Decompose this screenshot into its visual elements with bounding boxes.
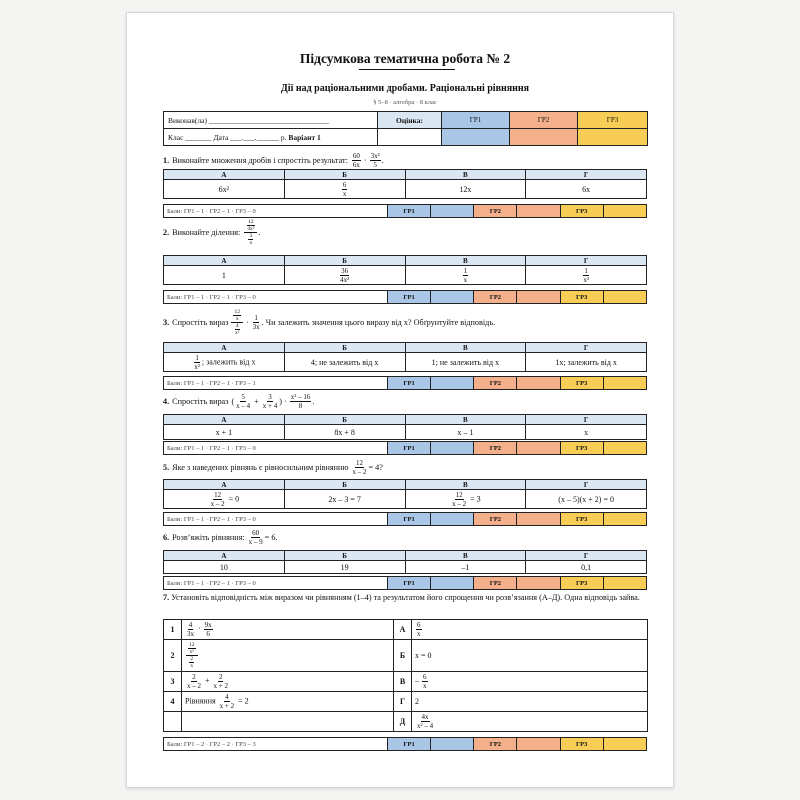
q6-gr1-field[interactable] [431,577,474,590]
q4-fraction-2 [262,393,278,410]
q4-gr3-label: ГР3 [560,442,603,455]
q5-points: Бали: ГР1 – 1 · ГР2 – 1 · ГР3 – 0 [164,513,388,526]
question-5-answers [163,479,647,509]
q2-option-g[interactable] [526,266,647,285]
question-2-answers [163,255,647,285]
q7-gr1-label: ГР1 [388,738,431,751]
q3-gr2-label: ГР2 [474,377,517,390]
q3-a-tail: ; залежить від x [201,356,256,366]
q1-gr1-field[interactable] [431,205,474,218]
q1-fb-den: 5 [373,161,377,169]
option-b-header: Б [284,480,405,490]
q7-ans-d-den: x² – 4 [417,722,434,730]
q3-option-b[interactable]: 4; не залежить від x [284,353,405,372]
q5-option-g[interactable]: (x – 5)(x + 2) = 0 [526,490,647,509]
question-6-score-bar [163,576,647,590]
q5-option-b[interactable]: 2x – 3 = 7 [284,490,405,509]
q5-gr1-label: ГР1 [388,513,431,526]
q2-bot-den: x [249,240,253,246]
q2-complex-fraction [244,219,257,246]
q3-fraction-m [252,314,261,331]
option-a-header: А [164,343,285,353]
q3-m-den: 3x [252,323,260,331]
question-4-answers [163,414,647,440]
student-header-table [163,111,648,146]
q2-gr2-label: ГР2 [474,291,517,304]
q7-r4-eq: = 2 [238,696,249,706]
question-7-score-bar [163,737,647,751]
q7-r3-b-den: x + 2 [213,682,228,690]
question-6-text [163,529,277,546]
q2-g-den: x² [583,275,589,284]
q6-option-v[interactable]: –1 [405,561,526,574]
q4-gr1-label: ГР1 [388,442,431,455]
question-3-score-bar [163,376,647,390]
q3-top-den: x [235,316,239,322]
option-g-header: Г [526,170,647,180]
q5-eq: = 4? [368,463,383,472]
q3-option-a[interactable] [164,353,285,372]
q7-gr3-field[interactable] [603,738,646,751]
question-3-text [163,309,495,336]
q6-fraction [248,529,264,546]
q5-a-tail: = 0 [228,493,240,503]
question-6-answers [163,550,647,574]
q7-gr1-field[interactable] [431,738,474,751]
q2-gr1-label: ГР1 [388,291,431,304]
q4-gr2-field[interactable] [517,442,560,455]
q7-answer-v-letter: В [394,672,412,692]
q7-ans-v-den: x [423,682,427,690]
q7-r3-a-den: x – 2 [187,682,201,690]
q7-item-2-number: 2 [164,640,182,672]
option-b-header: Б [284,170,405,180]
q2-b-den: 4x² [340,275,350,284]
q7-ans-v-sign: – [415,676,419,686]
option-a-header: А [164,480,285,490]
question-4-score-bar [163,441,647,455]
option-a-header: А [164,415,285,425]
question-5-score-bar [163,512,647,526]
question-5-prompt: Яке з наведених рівнянь є рівносильним рівнянню [172,463,349,472]
q7-ans-d-num: 4x [421,713,429,721]
q4-f1-num: 5 [241,393,245,401]
worksheet-page [126,12,674,788]
title-underline [359,69,455,70]
q2-option-a[interactable]: 1 [164,266,285,285]
grade-gr3-field[interactable] [578,129,648,146]
q1-fraction-b [370,152,381,169]
performer-field[interactable]: Виконав(ла) ________________________________ [164,112,378,129]
q4-option-v[interactable]: x – 1 [405,425,526,440]
question-1-score-bar [163,204,647,218]
question-7-number: 7. [163,593,170,602]
q3-points: Бали: ГР1 – 1 · ГР2 – 1 · ГР3 – 1 [164,377,388,390]
q3-option-g[interactable]: 1x; залежить від x [526,353,647,372]
q1-option-g[interactable]: 6x [526,180,647,199]
q6-gr2-label: ГР2 [474,577,517,590]
q4-gr3-field[interactable] [603,442,646,455]
class-date-field[interactable] [164,129,378,146]
q7-empty-item [182,712,394,732]
grade-gr2-label: ГР2 [510,112,578,129]
q7-gr3-label: ГР3 [560,738,603,751]
q6-f-den: x – 9 [248,538,263,546]
q7-answer-b[interactable]: x = 0 [412,640,648,672]
class-date-text: Клас _______ Дата ___.___.______ р. [168,132,287,142]
q1-gr2-field[interactable] [517,205,560,218]
q7-item-2[interactable] [182,640,394,672]
q2-option-b[interactable] [284,266,405,285]
option-a-header: А [164,256,285,266]
option-g-header: Г [526,256,647,266]
q5-a-num: 12 [214,490,222,499]
q3-m-num: 1 [254,314,258,322]
q2-gr3-label: ГР3 [560,291,603,304]
q5-option-a[interactable] [164,490,285,509]
q3-gr2-field[interactable] [517,377,560,390]
q7-r1-a-den: 3x [187,630,194,638]
q1-fraction-a [352,152,361,169]
q3-gr3-field[interactable] [603,377,646,390]
q3-gr1-field[interactable] [431,377,474,390]
option-b-header: Б [284,256,405,266]
q2-points: Бали: ГР1 – 1 · ГР2 – 1 · ГР3 – 0 [164,291,388,304]
q7-r2-top-num: 12 [189,642,195,648]
q4-gr2-label: ГР2 [474,442,517,455]
q7-r3-b-num: 2 [218,673,223,681]
q7-r1-b-num: 9x [204,621,212,629]
q3-bot-num: 4 [235,323,239,329]
option-g-header: Г [526,551,647,561]
q7-r4-f-den: x + 2 [219,702,235,710]
question-2-prompt: Виконайте ділення: [172,228,241,237]
q2-b-num: 36 [341,266,349,275]
question-3-prompt-b: . Чи залежить значення цього виразу від x? Обґрунтуйте відповідь. [261,318,496,327]
q4-f2-den: x + 4 [262,402,278,410]
q5-f-num: 12 [356,459,364,467]
question-1-number: 1. [163,156,170,165]
q3-option-v[interactable]: 1; не залежить від x [405,353,526,372]
option-v-header: В [405,551,526,561]
option-v-header: В [405,480,526,490]
q7-item-3[interactable]: $\frac{2}{x - 2}$ + $\frac{2}{x + 2}$ [182,672,394,692]
q7-answer-g[interactable]: 2 [412,692,648,712]
option-g-header: Г [526,343,647,353]
page-subtitle: Дії над раціональними дробами. Раціональні рівняння [280,83,530,94]
option-g-header: Г [526,415,647,425]
q7-gr2-field[interactable] [517,738,560,751]
question-4-text: 4. Спростіть вираз ( $\frac{5}{x - 4}$ + $\frac{3}{x + 4}$ ) · $\frac{\text{x² – 16}}{8}$ . [163,393,315,410]
q4-fraction-3 [290,393,312,410]
q5-gr3-label: ГР3 [560,513,603,526]
q2-v-num: 1 [463,266,468,275]
q7-r4-f-num: 4 [225,693,229,701]
q5-v-den: x – 2 [452,499,467,508]
question-2-number: 2. [163,228,170,237]
q1-gr1-label: ГР1 [388,205,431,218]
q7-ans-a-den: x [417,630,421,638]
q4-f3-num: x² – 16 [290,393,311,401]
question-3-answers [163,342,647,372]
q1-b-den: x [342,189,347,198]
q2-top-num: 12 [248,219,254,225]
question-7-prompt: Установіть відповідність між виразом чи рівнянням (1–4) та результатом його спрощення чи розв’язання (А–Д). Одна відповідь зайва. [171,593,640,602]
q5-f-den: x – 2 [352,468,367,476]
question-5-number: 5. [163,463,170,472]
q7-r2-bot-den: x [190,663,194,669]
q7-answer-a-letter: А [394,620,412,640]
q2-v-den: x [463,275,468,284]
option-v-header: В [405,415,526,425]
q7-r1-a-num: 4 [188,621,193,629]
question-4-number: 4. [163,397,170,406]
q5-option-v[interactable] [405,490,526,509]
q7-r1-b-den: 6 [206,630,210,638]
q7-ans-a-num: 6 [417,621,421,629]
q6-gr1-label: ГР1 [388,577,431,590]
q1-fa-den: 6x [352,161,360,169]
variant-label: Варіант 1 [288,132,321,142]
option-a-header: А [164,170,285,180]
q6-eq: = 6. [264,533,278,542]
q7-answer-d-letter: Д [394,712,412,732]
q1-multiply-sign: · [363,156,367,165]
page-meta: § 5–8 · алгебра · 8 клас [373,99,437,106]
q5-gr1-field[interactable] [431,513,474,526]
q1-points: Бали: ГР1 – 1 · ГР2 – 1 · ГР3 – 0 [164,205,388,218]
option-g-header: Г [526,480,647,490]
question-1-answers [163,169,647,199]
q7-answer-b-letter: Б [394,640,412,672]
q7-points: Бали: ГР1 – 2 · ГР2 – 2 · ГР3 – 3 [164,738,388,751]
q3-a-den: x² [194,362,200,371]
q2-option-v[interactable] [405,266,526,285]
q1-gr3-field[interactable] [603,205,646,218]
q7-answer-d[interactable] [412,712,648,732]
grade-label: Оцінка: [378,112,442,129]
q2-gr1-field[interactable] [431,291,474,304]
option-b-header: Б [284,551,405,561]
q5-fraction [352,459,368,476]
q4-gr1-field[interactable] [431,442,474,455]
q4-f2-num: 3 [268,393,272,401]
grade-gr1-field[interactable] [442,129,510,146]
question-1-text: 1. Виконайте множення дробів і спростіть результат: $\frac{60}{6x}$ · $\frac{\text{3x²}}{5}$ . [163,152,384,169]
option-v-header: В [405,343,526,353]
q1-option-b[interactable] [284,180,405,199]
q4-option-b[interactable]: 8x + 8 [284,425,405,440]
q1-b-num: 6 [342,180,347,189]
q3-multiply-sign: · [245,318,249,327]
q6-gr3-label: ГР3 [560,577,603,590]
q7-empty-number [164,712,182,732]
q1-fa-num: 60 [352,152,360,160]
q3-gr3-label: ГР3 [560,377,603,390]
question-2-score-bar [163,290,647,304]
question-1-prompt: Виконайте множення дробів і спростіть результат: [172,156,348,165]
grade-gr3-label: ГР3 [578,112,648,129]
q6-option-g[interactable]: 0,1 [526,561,647,574]
q3-gr1-label: ГР1 [388,377,431,390]
q6-option-a[interactable]: 10 [164,561,285,574]
grade-gr2-field[interactable] [510,129,578,146]
q4-fraction-1 [235,393,251,410]
option-b-header: Б [284,343,405,353]
page-title: Підсумкова тематична робота № 2 [299,51,511,66]
question-6-number: 6. [163,533,170,542]
question-4-prompt: Спростіть вираз [172,397,229,406]
q6-points: Бали: ГР1 – 1 · ГР2 – 1 · ГР3 – 0 [164,577,388,590]
q7-ans-v-num: 6 [423,673,427,681]
q2-g-num: 1 [584,266,588,275]
q5-a-den: x – 2 [210,499,225,508]
q2-bot-num: 3 [249,233,253,239]
q7-answer-v[interactable] [412,672,648,692]
question-5-text [163,459,383,476]
q7-item-4[interactable] [182,692,394,712]
q7-item-1[interactable]: $\frac{4}{3x}$ · $\frac{9x}{6}$ [182,620,394,640]
q2-gr2-field[interactable] [517,291,560,304]
question-7-matching-table [163,619,648,732]
q3-complex-fraction [231,309,243,336]
q1-fb-num: 3x² [370,152,380,160]
q7-r2-bot-num: 2 [190,656,194,662]
q1-gr2-label: ГР2 [474,205,517,218]
question-7-text [163,593,647,603]
q4-option-a[interactable]: x + 1 [164,425,285,440]
q7-answer-g-letter: Г [394,692,412,712]
q5-gr3-field[interactable] [603,513,646,526]
q2-gr3-field[interactable] [603,291,646,304]
q3-a-num: 1 [195,353,199,362]
q7-r2-top-den: x² [189,649,194,655]
grade-gr1-label: ГР1 [442,112,510,129]
q6-option-b[interactable]: 19 [284,561,405,574]
grade-empty-cell [378,129,442,146]
q5-gr2-label: ГР2 [474,513,517,526]
q1-option-a[interactable]: 6x² [164,180,285,199]
q5-v-num: 12 [455,490,463,499]
q1-option-v[interactable]: 12x [405,180,526,199]
question-3-number: 3. [163,318,170,327]
option-v-header: В [405,170,526,180]
q4-f3-den: 8 [298,402,303,410]
q5-v-tail: = 3 [470,493,481,503]
option-v-header: В [405,256,526,266]
option-b-header: Б [284,415,405,425]
q4-f1-den: x – 4 [236,402,251,410]
q1-gr3-label: ГР3 [560,205,603,218]
q3-bot-den: x² [234,330,240,336]
q7-gr2-label: ГР2 [474,738,517,751]
question-2-text: 2. Виконайте ділення: $\frac{\frac{12}{\text{4x²}}}{\frac{3}{x}}$ . [163,219,261,246]
q6-gr3-field[interactable] [603,577,646,590]
question-6-prompt: Розв’яжіть рівняння: [172,533,245,542]
q7-r4-text: Рівняння [185,696,216,706]
q6-gr2-field[interactable] [517,577,560,590]
q7-item-3-number: 3 [164,672,182,692]
q5-gr2-field[interactable] [517,513,560,526]
q7-item-1-number: 1 [164,620,182,640]
q6-f-num: 60 [252,529,260,537]
q2-top-den: 4x² [247,226,255,232]
q3-top-num: 12 [234,309,240,315]
q7-answer-a[interactable] [412,620,648,640]
q7-r3-a-num: 2 [192,673,196,681]
q4-points: Бали: ГР1 – 1 · ГР2 – 1 · ГР3 – 0 [164,442,388,455]
q7-item-4-number: 4 [164,692,182,712]
question-3-prompt-a: Спростіть вираз [172,318,229,327]
q4-option-g[interactable]: x [526,425,647,440]
option-a-header: А [164,551,285,561]
